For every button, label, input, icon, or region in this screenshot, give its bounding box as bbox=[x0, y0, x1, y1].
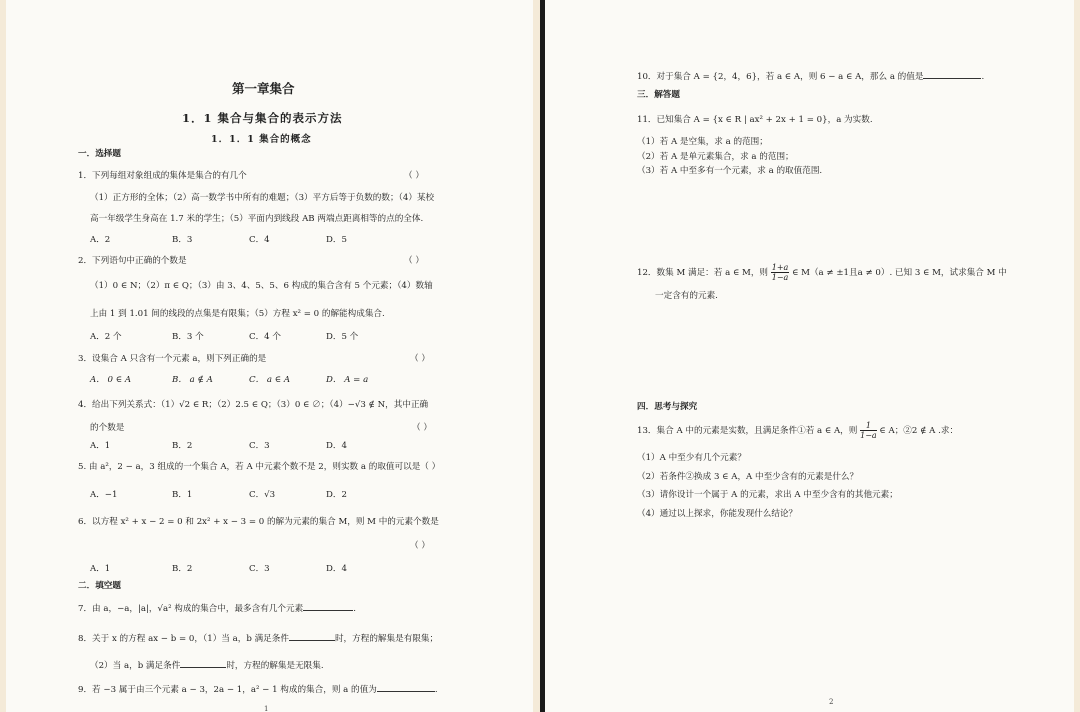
subsection-title: 1．1．1 集合的概念 bbox=[211, 134, 312, 145]
question-1: 1．下列每组对象组成的集体是集合的有几个 bbox=[78, 171, 247, 181]
question-9 bbox=[78, 683, 438, 696]
option-d: D．5 个 bbox=[326, 332, 359, 342]
question-8-line-2-text: （2）当 a，b 满足条件 bbox=[90, 661, 181, 671]
question-5: 5. 由 a²，2 − a，3 组成的一个集合 A，若 A 中元素个数不是 2，则实数 a 的取值可以是（ ） bbox=[78, 462, 441, 472]
section-thinking: 四．思考与探究 bbox=[637, 402, 698, 412]
fraction-numerator: 1 bbox=[860, 421, 877, 431]
question-2: 2．下列语句中正确的个数是 bbox=[78, 256, 187, 266]
answer-paren: （ ） bbox=[404, 256, 424, 266]
option-a: A．1 bbox=[90, 564, 111, 574]
section-answer: 三．解答题 bbox=[637, 90, 680, 100]
question-4-line-1: 4．给出下列关系式：（1）√2 ∈ R；（2）2.5 ∈ Q；（3）0 ∈ ∅；（4）−√3 ∉ N，其中正确 bbox=[78, 400, 429, 410]
question-13-part-1: （1）A 中至少有几个元素？ bbox=[637, 453, 746, 463]
question-7-end: . bbox=[353, 604, 356, 614]
question-3: 3．设集合 A 只含有一个元素 a，则下列正确的是 bbox=[78, 354, 267, 364]
question-8-text: 8．关于 x 的方程 ax − b = 0，（1）当 a，b 满足条件 bbox=[78, 634, 289, 644]
question-10 bbox=[637, 70, 984, 83]
option-c: C．4 个 bbox=[249, 332, 281, 342]
option-d: D．4 bbox=[326, 564, 347, 574]
question-6: 6．以方程 x² + x − 2 = 0 和 2x² + x − 3 = 0 的解为元素的集合 M，则 M 中的元素个数是 bbox=[78, 517, 439, 527]
option-c: C．√3 bbox=[249, 490, 276, 500]
question-12-line-2: 一定含有的元素. bbox=[655, 291, 718, 301]
option-c: C． a ∈ A bbox=[249, 375, 291, 385]
question-10-end: . bbox=[981, 72, 985, 82]
option-b: B．2 bbox=[172, 441, 193, 451]
question-8-line-2-end: 时，方程的解集是无限集. bbox=[226, 661, 324, 671]
fraction-denominator: 1−a bbox=[771, 273, 789, 282]
option-a: A．1 bbox=[90, 441, 111, 451]
answer-blank bbox=[923, 70, 981, 79]
question-2-line-1: （1）0 ∈ N；（2）π ∈ Q；（3）由 3、4、5、5、6 构成的集合含有 5 个元素；（4）数轴 bbox=[90, 281, 433, 291]
section-title: 1．1 集合与集合的表示方法 bbox=[182, 111, 343, 125]
option-c: C．3 bbox=[249, 564, 270, 574]
question-13 bbox=[637, 420, 958, 442]
option-b: B．1 bbox=[172, 490, 193, 500]
question-13-part-2: （2）若条件②换成 3 ∈ A，A 中至少含有的元素是什么？ bbox=[637, 472, 859, 482]
question-11-part-1: （1）若 A 是空集，求 a 的范围； bbox=[637, 137, 768, 147]
option-b: B． a ∉ A bbox=[172, 375, 213, 385]
question-11: 11．已知集合 A = {x ∈ R | ax² + 2x + 1 = 0}，a 为实数. bbox=[637, 115, 873, 125]
option-a: A．2 个 bbox=[90, 332, 122, 342]
question-4-line-2: 的个数是 bbox=[90, 423, 125, 433]
option-a: A． 0 ∈ A bbox=[90, 375, 132, 385]
option-d: D．5 bbox=[326, 235, 347, 245]
answer-blank bbox=[303, 602, 353, 611]
option-d: D．4 bbox=[326, 441, 347, 451]
question-8-line-1 bbox=[78, 632, 438, 645]
question-8-line-1-end: 时，方程的解集是有限集； bbox=[334, 634, 439, 644]
answer-paren: （ ） bbox=[410, 541, 430, 551]
question-13-text: 13．集合 A 中的元素是实数，且满足条件①若 a ∈ A，则 bbox=[637, 426, 858, 436]
question-13-text-end: ∈ A；②2 ∉ A .求： bbox=[879, 426, 959, 436]
option-b: B．3 个 bbox=[172, 332, 204, 342]
question-1-line-2: 高一年级学生身高在 1.7 米的学生；（5）平面内到线段 AB 两端点距离相等的点的全体. bbox=[90, 214, 424, 224]
question-8-line-2 bbox=[90, 659, 324, 672]
question-9-text: 9．若 −3 属于由三个元素 a − 3，2a − 1，a² − 1 构成的集合，则 a 的值为 bbox=[78, 685, 377, 695]
right-page bbox=[540, 0, 1074, 712]
question-12-text-end: ∈ M（a ≠ ±1且a ≠ 0）. 已知 3 ∈ M，试求集合 M 中 bbox=[792, 268, 1007, 278]
question-1-line-1: （1）正方形的全体；（2）高一数学书中所有的难题；（3）平方后等于负数的数；（4）某校 bbox=[90, 193, 435, 203]
option-a: A．2 bbox=[90, 235, 111, 245]
answer-paren: （ ） bbox=[410, 354, 430, 364]
fraction bbox=[860, 421, 877, 440]
question-12 bbox=[637, 262, 1007, 284]
question-13-part-3: （3）请你设计一个属于 A 的元素，求出 A 中至少含有的其他元素； bbox=[637, 490, 898, 500]
option-c: C．3 bbox=[249, 441, 270, 451]
question-2-line-2: 上由 1 到 1.01 间的线段的点集是有限集；（5）方程 x² = 0 的解能构成集合. bbox=[90, 309, 385, 319]
answer-blank bbox=[289, 632, 335, 641]
chapter-title: 第一章集合 bbox=[232, 81, 295, 96]
question-9-end: . bbox=[434, 685, 438, 695]
question-13-part-4: （4）通过以上探求，你能发现什么结论？ bbox=[637, 509, 798, 519]
answer-paren: （ ） bbox=[404, 171, 424, 181]
option-b: B．3 bbox=[172, 235, 193, 245]
question-11-part-2: （2）若 A 是单元素集合，求 a 的范围； bbox=[637, 152, 794, 162]
option-c: C．4 bbox=[249, 235, 270, 245]
answer-blank bbox=[377, 683, 435, 692]
question-10-text: 10．对于集合 A = {2，4，6}，若 a ∈ A，则 6 − a ∈ A，那么 a 的值是 bbox=[637, 72, 924, 82]
section-choice: 一．选择题 bbox=[78, 149, 121, 159]
option-a: A．−1 bbox=[90, 490, 118, 500]
fraction-numerator: 1+a bbox=[771, 263, 789, 272]
fraction-denominator: 1−a bbox=[860, 431, 877, 440]
question-7 bbox=[78, 602, 356, 615]
page-number: 2 bbox=[829, 698, 834, 706]
left-page bbox=[6, 0, 533, 712]
answer-paren: （ ） bbox=[412, 423, 432, 433]
question-12-text: 12．数集 M 满足：若 a ∈ M，则 bbox=[637, 268, 769, 278]
option-d: D． A = a bbox=[326, 375, 369, 385]
question-11-part-3: （3）若 A 中至多有一个元素，求 a 的取值范围. bbox=[637, 166, 823, 176]
answer-blank bbox=[180, 659, 226, 668]
question-7-text: 7．由 a，−a，|a|，√a² 构成的集合中，最多含有几个元素 bbox=[78, 604, 304, 614]
option-b: B．2 bbox=[172, 564, 193, 574]
page-number: 1 bbox=[264, 705, 269, 712]
option-d: D．2 bbox=[326, 490, 347, 500]
section-fill-blank: 二．填空题 bbox=[78, 581, 121, 591]
fraction bbox=[771, 263, 790, 282]
